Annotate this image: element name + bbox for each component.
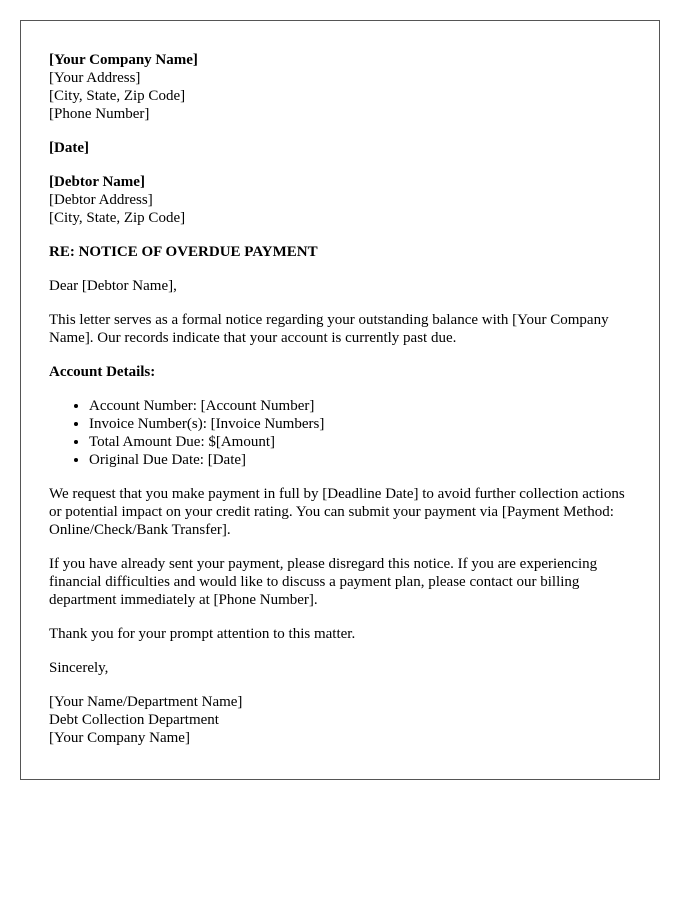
closing: Sincerely, bbox=[49, 660, 109, 676]
signature-name: [Your Name/Department Name] bbox=[49, 694, 243, 710]
date-block bbox=[49, 139, 631, 157]
recipient-block bbox=[49, 173, 631, 227]
recipient-city-state-zip: [City, State, Zip Code] bbox=[49, 210, 186, 226]
recipient-address: [Debtor Address] bbox=[49, 192, 153, 208]
account-details-heading: Account Details: bbox=[49, 364, 156, 380]
account-detail-item: • Invoice Number(s): [Invoice Numbers] bbox=[89, 415, 631, 433]
disregard-paragraph: If you have already sent your payment, please disregard this notice. If you are experiencing financial difficulties and would like to discuss a payment plan, please contact our billing department immediately at [Phone Number]. bbox=[49, 556, 598, 608]
letter-document bbox=[20, 20, 660, 780]
letter-date: [Date] bbox=[49, 140, 89, 156]
account-detail-item: • Account Number: [Account Number] bbox=[89, 397, 631, 415]
request-paragraph: We request that you make payment in full by [Deadline Date] to avoid further collection actions or potential impact on your credit rating. You can submit your payment via [Payment Method: Online/Check/Bank Transfer]. bbox=[49, 486, 625, 538]
account-detail-item: • Total Amount Due: $[Amount] bbox=[89, 433, 631, 451]
sender-city-state-zip: [City, State, Zip Code] bbox=[49, 88, 186, 104]
account-detail-item: • Original Due Date: [Date] bbox=[89, 451, 631, 469]
thanks-paragraph: Thank you for your prompt attention to this matter. bbox=[49, 626, 356, 642]
signature-company: [Your Company Name] bbox=[49, 730, 190, 746]
signature-department: Debt Collection Department bbox=[49, 712, 219, 728]
account-details-list bbox=[49, 397, 631, 469]
intro-paragraph: This letter serves as a formal notice regarding your outstanding balance with [Your Company Name]. Our records indicate that your account is currently past due. bbox=[49, 312, 609, 346]
signature-block bbox=[49, 693, 631, 747]
sender-address: [Your Address] bbox=[49, 70, 141, 86]
recipient-name: [Debtor Name] bbox=[49, 174, 145, 190]
salutation: Dear [Debtor Name], bbox=[49, 278, 177, 294]
sender-block bbox=[49, 51, 631, 123]
subject-line: RE: NOTICE OF OVERDUE PAYMENT bbox=[49, 244, 318, 260]
sender-company-name: [Your Company Name] bbox=[49, 52, 198, 68]
sender-phone: [Phone Number] bbox=[49, 106, 150, 122]
